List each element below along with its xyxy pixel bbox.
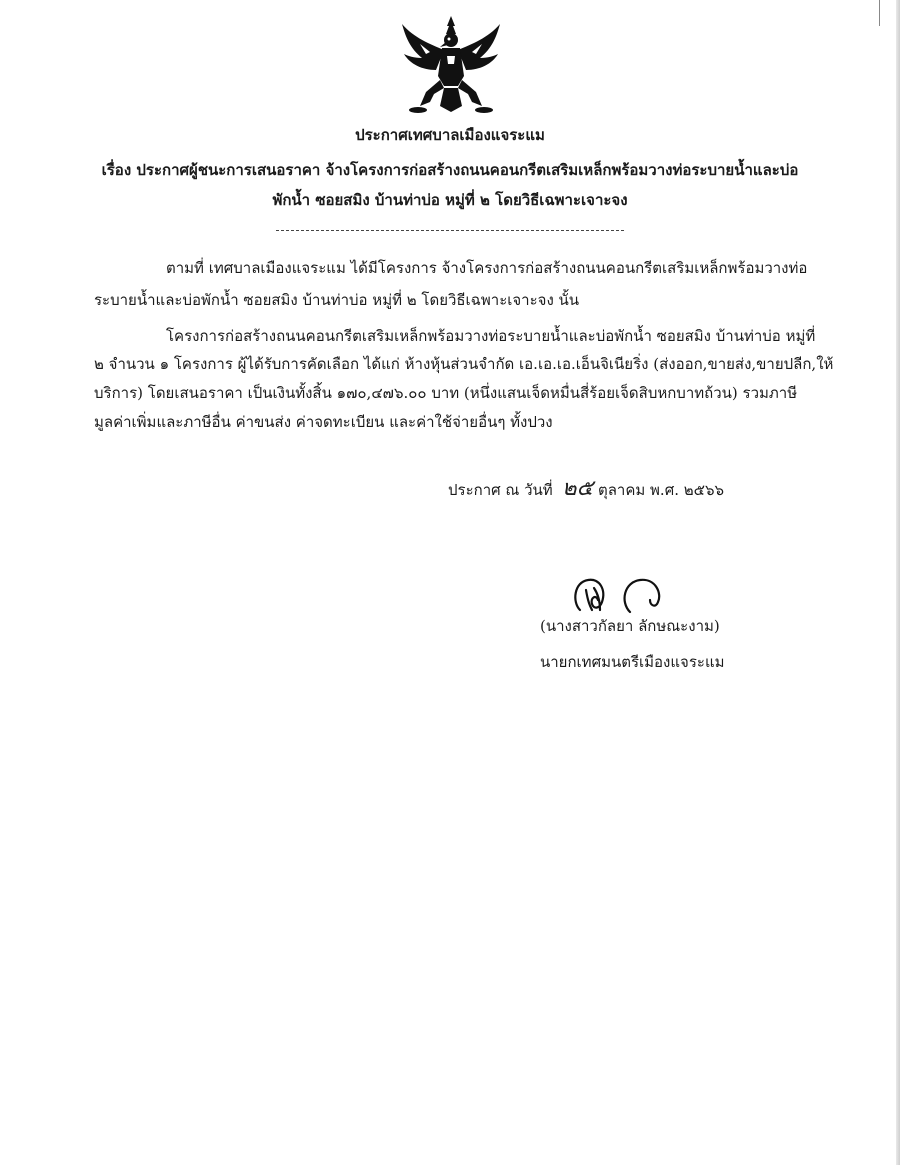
subject-line-2: พักน้ำ ซอยสมิง บ้านท่าบ่อ หมู่ที่ ๒ โดยวิธีเฉพาะเจาะจง — [272, 191, 628, 209]
paragraph-2-line-4: มูลค่าเพิ่มและภาษีอื่น ค่าขนส่ง ค่าจดทะเบียน และค่าใช้จ่ายอื่นๆ ทั้งปวง — [94, 413, 553, 431]
handwritten-day: ๒๕ — [562, 476, 594, 501]
paragraph-1-line-1: ตามที่ เทศบาลเมืองแจระแม ได้มีโครงการ จ้างโครงการก่อสร้างถนนคอนกรีตเสริมเหล็กพร้อมวางท่อ — [166, 259, 808, 277]
date-prefix: ประกาศ ณ วันที่ — [448, 481, 553, 499]
date-suffix: ตุลาคม พ.ศ. ๒๕๖๖ — [598, 481, 725, 499]
paragraph-2-line-1: โครงการก่อสร้างถนนคอนกรีตเสริมเหล็กพร้อมวางท่อระบายน้ำและบ่อพักน้ำ ซอยสมิง บ้านท่าบ่อ หมู่ที่ — [166, 327, 816, 345]
agency-title: ประกาศเทศบาลเมืองแจระแม — [355, 126, 545, 144]
garuda-emblem-icon — [400, 14, 502, 114]
signatory-position: นายกเทศมนตรีเมืองแจระแม — [540, 653, 725, 671]
handwritten-signature-icon — [570, 572, 685, 620]
paragraph-2-line-2: ๒ จำนวน ๑ โครงการ ผู้ได้รับการคัดเลือก ได้แก่ ห้างหุ้นส่วนจำกัด เอ.เอ.เอ.เอ็นจิเนียริ่ง (ส่งออก,ขายส่ง,ขายปลีก,ให้ — [94, 355, 834, 373]
signatory-name: (นางสาวกัลยา ลักษณะงาม) — [540, 617, 720, 635]
subject-line-1: เรื่อง ประกาศผู้ชนะการเสนอราคา จ้างโครงการก่อสร้างถนนคอนกรีตเสริมเหล็กพร้อมวางท่อระบายน้ำและบ่อ — [101, 161, 799, 179]
scan-mark — [879, 0, 880, 26]
paragraph-2-line-3: บริการ) โดยเสนอราคา เป็นเงินทั้งสิ้น ๑๗๐,๔๗๖.๐๐ บาท (หนึ่งแสนเจ็ดหมื่นสี่ร้อยเจ็ดสิบหกบาทถ้วน) รวมภาษี — [94, 384, 798, 402]
separator-rule — [276, 230, 624, 231]
paragraph-1-line-2: ระบายน้ำและบ่อพักน้ำ ซอยสมิง บ้านท่าบ่อ หมู่ที่ ๒ โดยวิธีเฉพาะเจาะจง นั้น — [94, 291, 580, 309]
